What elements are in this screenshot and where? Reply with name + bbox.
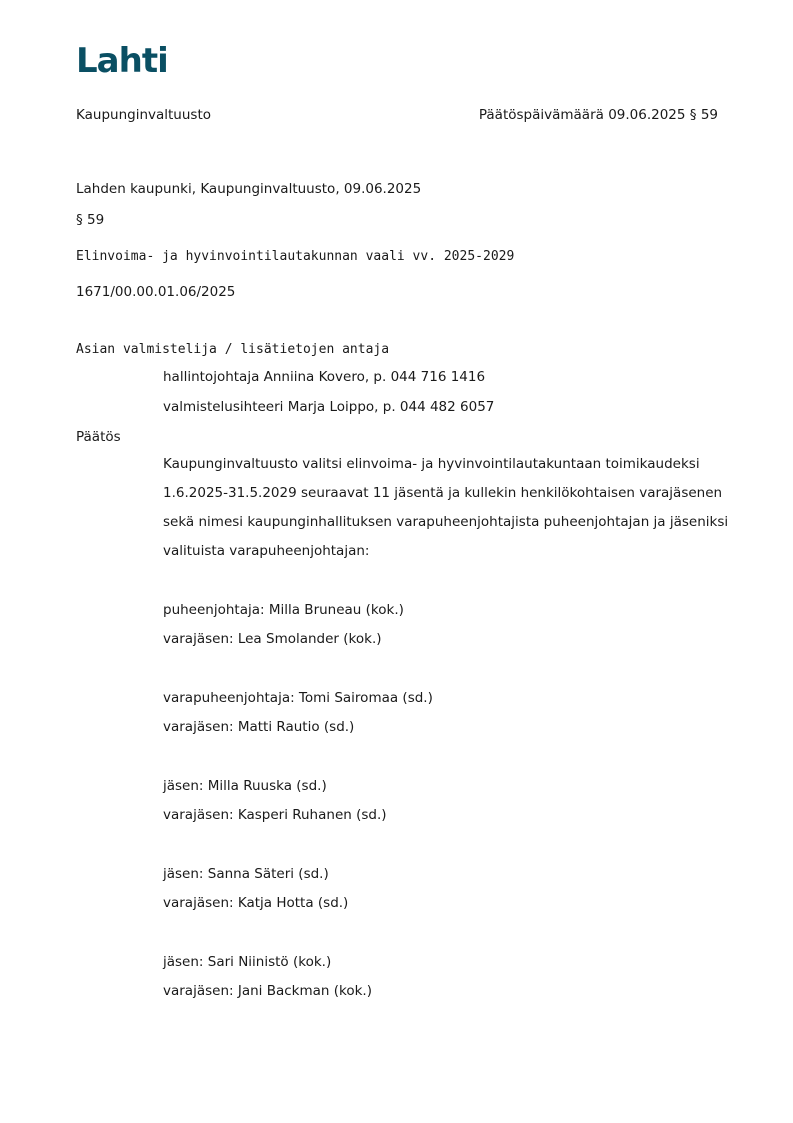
member-role: jäsen: Sanna Säteri (sd.): [163, 866, 329, 882]
member-deputy: varajäsen: Jani Backman (kok.): [163, 983, 372, 999]
decision-text-line: sekä nimesi kaupunginhallituksen varapuheenjohtajista puheenjohtajan ja jäseniksi: [163, 514, 729, 530]
document-title: Elinvoima- ja hyvinvointilautakunnan vaali vv. 2025-2029: [76, 249, 515, 264]
preparer-item: valmistelusihteeri Marja Loippo, p. 044 482 6057: [163, 399, 495, 415]
member-role: puheenjohtaja: Milla Bruneau (kok.): [163, 602, 404, 618]
decision-text-line: 1.6.2025-31.5.2029 seuraavat 11 jäsentä ja kullekin henkilökohtaisen varajäsenen: [163, 485, 723, 501]
member-role: jäsen: Sari Niinistö (kok.): [163, 954, 332, 970]
header-body: Kaupunginvaltuusto: [76, 107, 212, 123]
decision-heading: Päätös: [76, 429, 121, 445]
member-deputy: varajäsen: Lea Smolander (kok.): [163, 631, 382, 647]
lahti-logo: Lahti: [76, 41, 168, 81]
member-role: jäsen: Milla Ruuska (sd.): [163, 778, 327, 794]
member-deputy: varajäsen: Kasperi Ruhanen (sd.): [163, 807, 387, 823]
member-deputy: varajäsen: Katja Hotta (sd.): [163, 895, 349, 911]
preparer-item: hallintojohtaja Anniina Kovero, p. 044 716 1416: [163, 369, 486, 385]
section-number: § 59: [76, 212, 105, 228]
member-deputy: varajäsen: Matti Rautio (sd.): [163, 719, 355, 735]
meeting-place-date: Lahden kaupunki, Kaupunginvaltuusto, 09.06.2025: [76, 181, 422, 197]
header-decision-date: Päätöspäivämäärä 09.06.2025 § 59: [478, 107, 718, 123]
decision-text-line: Kaupunginvaltuusto valitsi elinvoima- ja hyvinvointilautakuntaan toimikaudeksi: [163, 456, 700, 472]
preparers-heading: Asian valmistelija / lisätietojen antaja: [76, 342, 390, 357]
record-number: 1671/00.00.01.06/2025: [76, 284, 236, 300]
member-role: varapuheenjohtaja: Tomi Sairomaa (sd.): [163, 690, 433, 706]
decision-text-line: valituista varapuheenjohtajan:: [163, 543, 370, 559]
